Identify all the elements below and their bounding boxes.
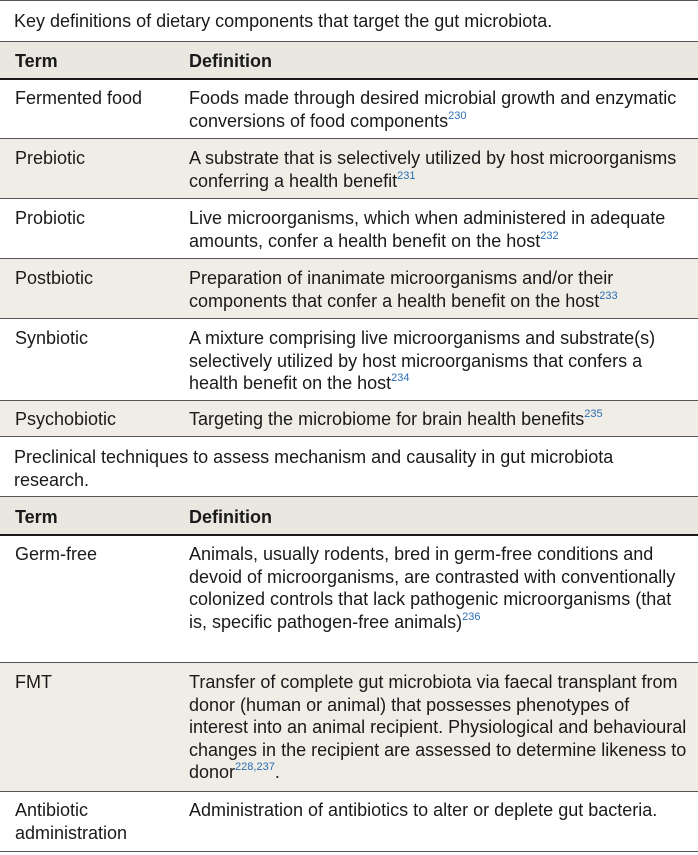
section2-header-term: Term <box>15 507 58 527</box>
table-row-definition: Live microorganisms, which when administered in adequate amounts, confer a health benefit on the host$^{232}$ <box>189 208 666 251</box>
reference-link[interactable]: 231 <box>397 169 416 182</box>
reference-link[interactable]: 228,237 <box>235 761 275 773</box>
table-row-definition: A substrate that is selectively utilized by host microorganisms conferring a health benefit$^{231}$ <box>189 148 677 191</box>
row-rule <box>0 436 698 437</box>
reference-link[interactable]: 235 <box>584 408 603 420</box>
table-row-term: Psychobiotic <box>15 409 117 429</box>
table-row-definition: Foods made through desired microbial growth and enzymatic conversions of food components$^{230}$ <box>189 88 677 131</box>
section2-header-definition: Definition <box>189 507 272 527</box>
table-row-definition: Preparation of inanimate microorganisms and/or their components that confer a health benefit on the host$^{233}$ <box>189 268 618 311</box>
section1-header-term: Term <box>15 51 58 71</box>
table-row-definition: Animals, usually rodents, bred in germ-free conditions and devoid of microorganisms, are contrasted with conventionally colonized controls that lack pathogenic microorganisms (that is, specific pathogen-free animals)$^{236}$ <box>189 544 676 632</box>
row-rule <box>0 791 698 792</box>
section1-header-definition: Definition <box>189 51 272 71</box>
table-row-definition: Administration of antibiotics to alter or deplete gut bacteria. <box>189 800 658 820</box>
table-row-term: Fermented food <box>15 88 143 108</box>
reference-link[interactable]: 236 <box>462 610 481 623</box>
table-row-definition: Transfer of complete gut microbiota via faecal transplant from donor (human or animal) that possesses phenotypes of interest into an animal recipient. Physiological and behavioural changes in the recipient are assessed to determine likeness to donor$^{228,237}$. <box>189 672 687 782</box>
reference-link[interactable]: 230 <box>448 109 467 122</box>
table-row-term: Synbiotic <box>15 328 89 348</box>
table-row-term: Prebiotic <box>15 148 86 168</box>
row-rule <box>0 198 698 199</box>
table-row-term: FMT <box>15 672 52 692</box>
bottom-rule <box>0 851 698 852</box>
table-row-term: Probiotic <box>15 208 86 228</box>
top-border <box>0 0 698 1</box>
row-rule <box>0 318 698 319</box>
header-rule <box>0 534 698 536</box>
reference-link[interactable]: 234 <box>391 372 410 384</box>
section2-caption: Preclinical techniques to assess mechanism and causality in gut microbiota research. <box>14 447 614 490</box>
header-rule <box>0 78 698 80</box>
table-row-definition: A mixture comprising live microorganisms and substrate(s) selectively utilized by host microorganisms that confers a health benefit on the host$^{234}$ <box>189 328 656 393</box>
reference-link[interactable]: 232 <box>540 229 559 242</box>
table-row-term: Postbiotic <box>15 268 94 288</box>
section1-caption: Key definitions of dietary components that target the gut microbiota. <box>14 11 553 31</box>
table-row-definition: Targeting the microbiome for brain health benefits$^{235}$ <box>189 408 603 429</box>
table-row-term: Antibiotic administration <box>15 800 128 843</box>
reference-link[interactable]: 233 <box>599 289 618 302</box>
table-row-term: Germ-free <box>15 544 98 564</box>
